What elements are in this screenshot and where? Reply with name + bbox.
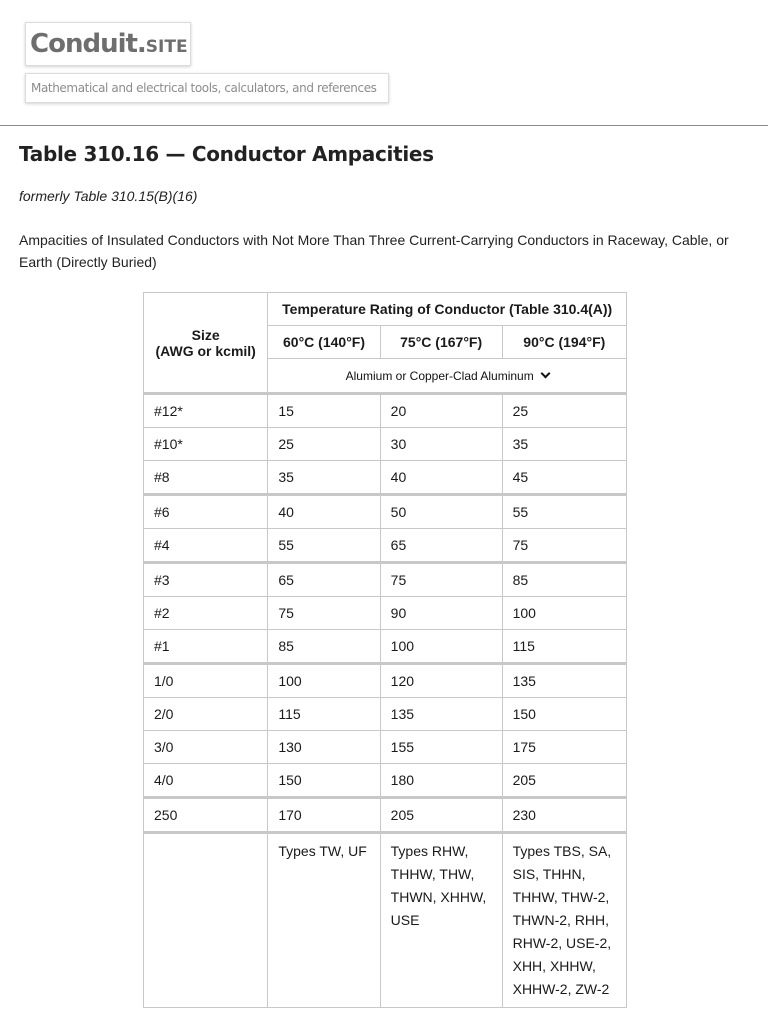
ampacity-90c-cell: 45: [502, 461, 626, 495]
material-select[interactable]: [342, 367, 553, 385]
table-row: [144, 394, 627, 428]
size-cell: #3: [144, 563, 268, 597]
table-row: [144, 461, 627, 495]
type-line: XHHW-2, ZW-2: [512, 981, 610, 997]
table-row: [144, 731, 627, 764]
temp-75c-header: 75°C (167°F): [380, 326, 502, 359]
size-cell: #2: [144, 597, 268, 630]
type-line: Types RHW,: [390, 843, 469, 859]
ampacity-75c-cell: 40: [380, 461, 502, 495]
types-75c-cell: [380, 833, 502, 1008]
ampacity-90c-cell: 85: [502, 563, 626, 597]
type-line: THHW, THW,: [390, 866, 475, 882]
ampacity-90c-cell: 230: [502, 798, 626, 833]
material-select-cell: [268, 359, 627, 394]
type-line: THWN-2, RHH,: [512, 912, 610, 928]
chevron-down-icon: [540, 369, 550, 379]
size-cell: 1/0: [144, 664, 268, 698]
types-90c-cell: [502, 833, 626, 1008]
ampacity-75c-cell: 100: [380, 630, 502, 664]
ampacity-75c-cell: 205: [380, 798, 502, 833]
size-column-header: [144, 293, 268, 394]
ampacity-60c-cell: 150: [268, 764, 380, 798]
ampacity-90c-cell: 135: [502, 664, 626, 698]
ampacity-60c-cell: 40: [268, 495, 380, 529]
type-line: SIS, THHN,: [512, 866, 586, 882]
ampacity-60c-cell: 75: [268, 597, 380, 630]
ampacity-table: [143, 292, 627, 1008]
type-line: USE: [390, 912, 420, 928]
ampacity-75c-cell: 30: [380, 428, 502, 461]
ampacity-75c-cell: 90: [380, 597, 502, 630]
types-empty-cell: [144, 833, 268, 1008]
page-subtitle: formerly Table 310.15(B)(16): [19, 188, 198, 204]
ampacity-90c-cell: 25: [502, 394, 626, 428]
ampacity-75c-cell: 180: [380, 764, 502, 798]
table-row: [144, 764, 627, 798]
table-row: [144, 698, 627, 731]
ampacity-90c-cell: 150: [502, 698, 626, 731]
site-header: [0, 0, 768, 126]
temp-60c-header: 60°C (140°F): [268, 326, 380, 359]
type-line: XHH, XHHW,: [512, 958, 596, 974]
ampacity-60c-cell: 115: [268, 698, 380, 731]
ampacity-90c-cell: 115: [502, 630, 626, 664]
ampacity-60c-cell: 15: [268, 394, 380, 428]
temperature-rating-header: Temperature Rating of Conductor (Table 310.4(A)): [268, 293, 627, 326]
type-line: Types TW, UF: [278, 843, 367, 859]
size-cell: 2/0: [144, 698, 268, 731]
ampacity-90c-cell: 100: [502, 597, 626, 630]
ampacity-75c-cell: 65: [380, 529, 502, 563]
ampacity-60c-cell: 25: [268, 428, 380, 461]
size-header-line2: (AWG or kcmil): [155, 342, 256, 359]
table-row: [144, 597, 627, 630]
site-logo[interactable]: [25, 22, 191, 66]
type-line: THHW, THW-2,: [512, 889, 610, 905]
type-line: RHW-2, USE-2,: [512, 935, 612, 951]
ampacity-90c-cell: 35: [502, 428, 626, 461]
ampacity-75c-cell: 20: [380, 394, 502, 428]
table-description: Ampacities of Insulated Conductors with Not More Than Three Current-Carrying Conductors in Raceway, Cable, or Earth (Directly Buried): [19, 232, 729, 270]
ampacity-60c-cell: 65: [268, 563, 380, 597]
insulation-types-row: [144, 833, 627, 1008]
ampacity-90c-cell: 75: [502, 529, 626, 563]
size-cell: #4: [144, 529, 268, 563]
temp-90c-header: 90°C (194°F): [502, 326, 626, 359]
table-row: [144, 529, 627, 563]
ampacity-75c-cell: 135: [380, 698, 502, 731]
table-row: [144, 664, 627, 698]
size-header-line1: Size: [191, 326, 220, 343]
ampacity-90c-cell: 205: [502, 764, 626, 798]
logo-suffix-text: SITE: [145, 37, 188, 57]
logo-main-text: Conduit.: [30, 29, 146, 59]
table-row: [144, 428, 627, 461]
size-cell: #6: [144, 495, 268, 529]
material-select-value: Alumium or Copper-Clad Aluminum: [345, 368, 534, 383]
ampacity-60c-cell: 55: [268, 529, 380, 563]
table-row: [144, 563, 627, 597]
site-tagline: Mathematical and electrical tools, calculators, and references: [25, 73, 389, 103]
size-cell: #10*: [144, 428, 268, 461]
table-row: [144, 495, 627, 529]
table-row: [144, 630, 627, 664]
ampacity-60c-cell: 100: [268, 664, 380, 698]
size-cell: 250: [144, 798, 268, 833]
size-cell: #8: [144, 461, 268, 495]
ampacity-90c-cell: 175: [502, 731, 626, 764]
ampacity-60c-cell: 170: [268, 798, 380, 833]
size-cell: #12*: [144, 394, 268, 428]
ampacity-60c-cell: 130: [268, 731, 380, 764]
size-cell: 4/0: [144, 764, 268, 798]
ampacity-75c-cell: 155: [380, 731, 502, 764]
ampacity-90c-cell: 55: [502, 495, 626, 529]
type-line: Types TBS, SA,: [512, 843, 612, 859]
size-cell: 3/0: [144, 731, 268, 764]
types-60c-cell: [268, 833, 380, 1008]
type-line: THWN, XHHW,: [390, 889, 487, 905]
ampacity-60c-cell: 85: [268, 630, 380, 664]
ampacity-75c-cell: 120: [380, 664, 502, 698]
page-title: Table 310.16 — Conductor Ampacities: [19, 142, 434, 166]
ampacity-75c-cell: 75: [380, 563, 502, 597]
table-row: [144, 798, 627, 833]
ampacity-60c-cell: 35: [268, 461, 380, 495]
size-cell: #1: [144, 630, 268, 664]
ampacity-75c-cell: 50: [380, 495, 502, 529]
